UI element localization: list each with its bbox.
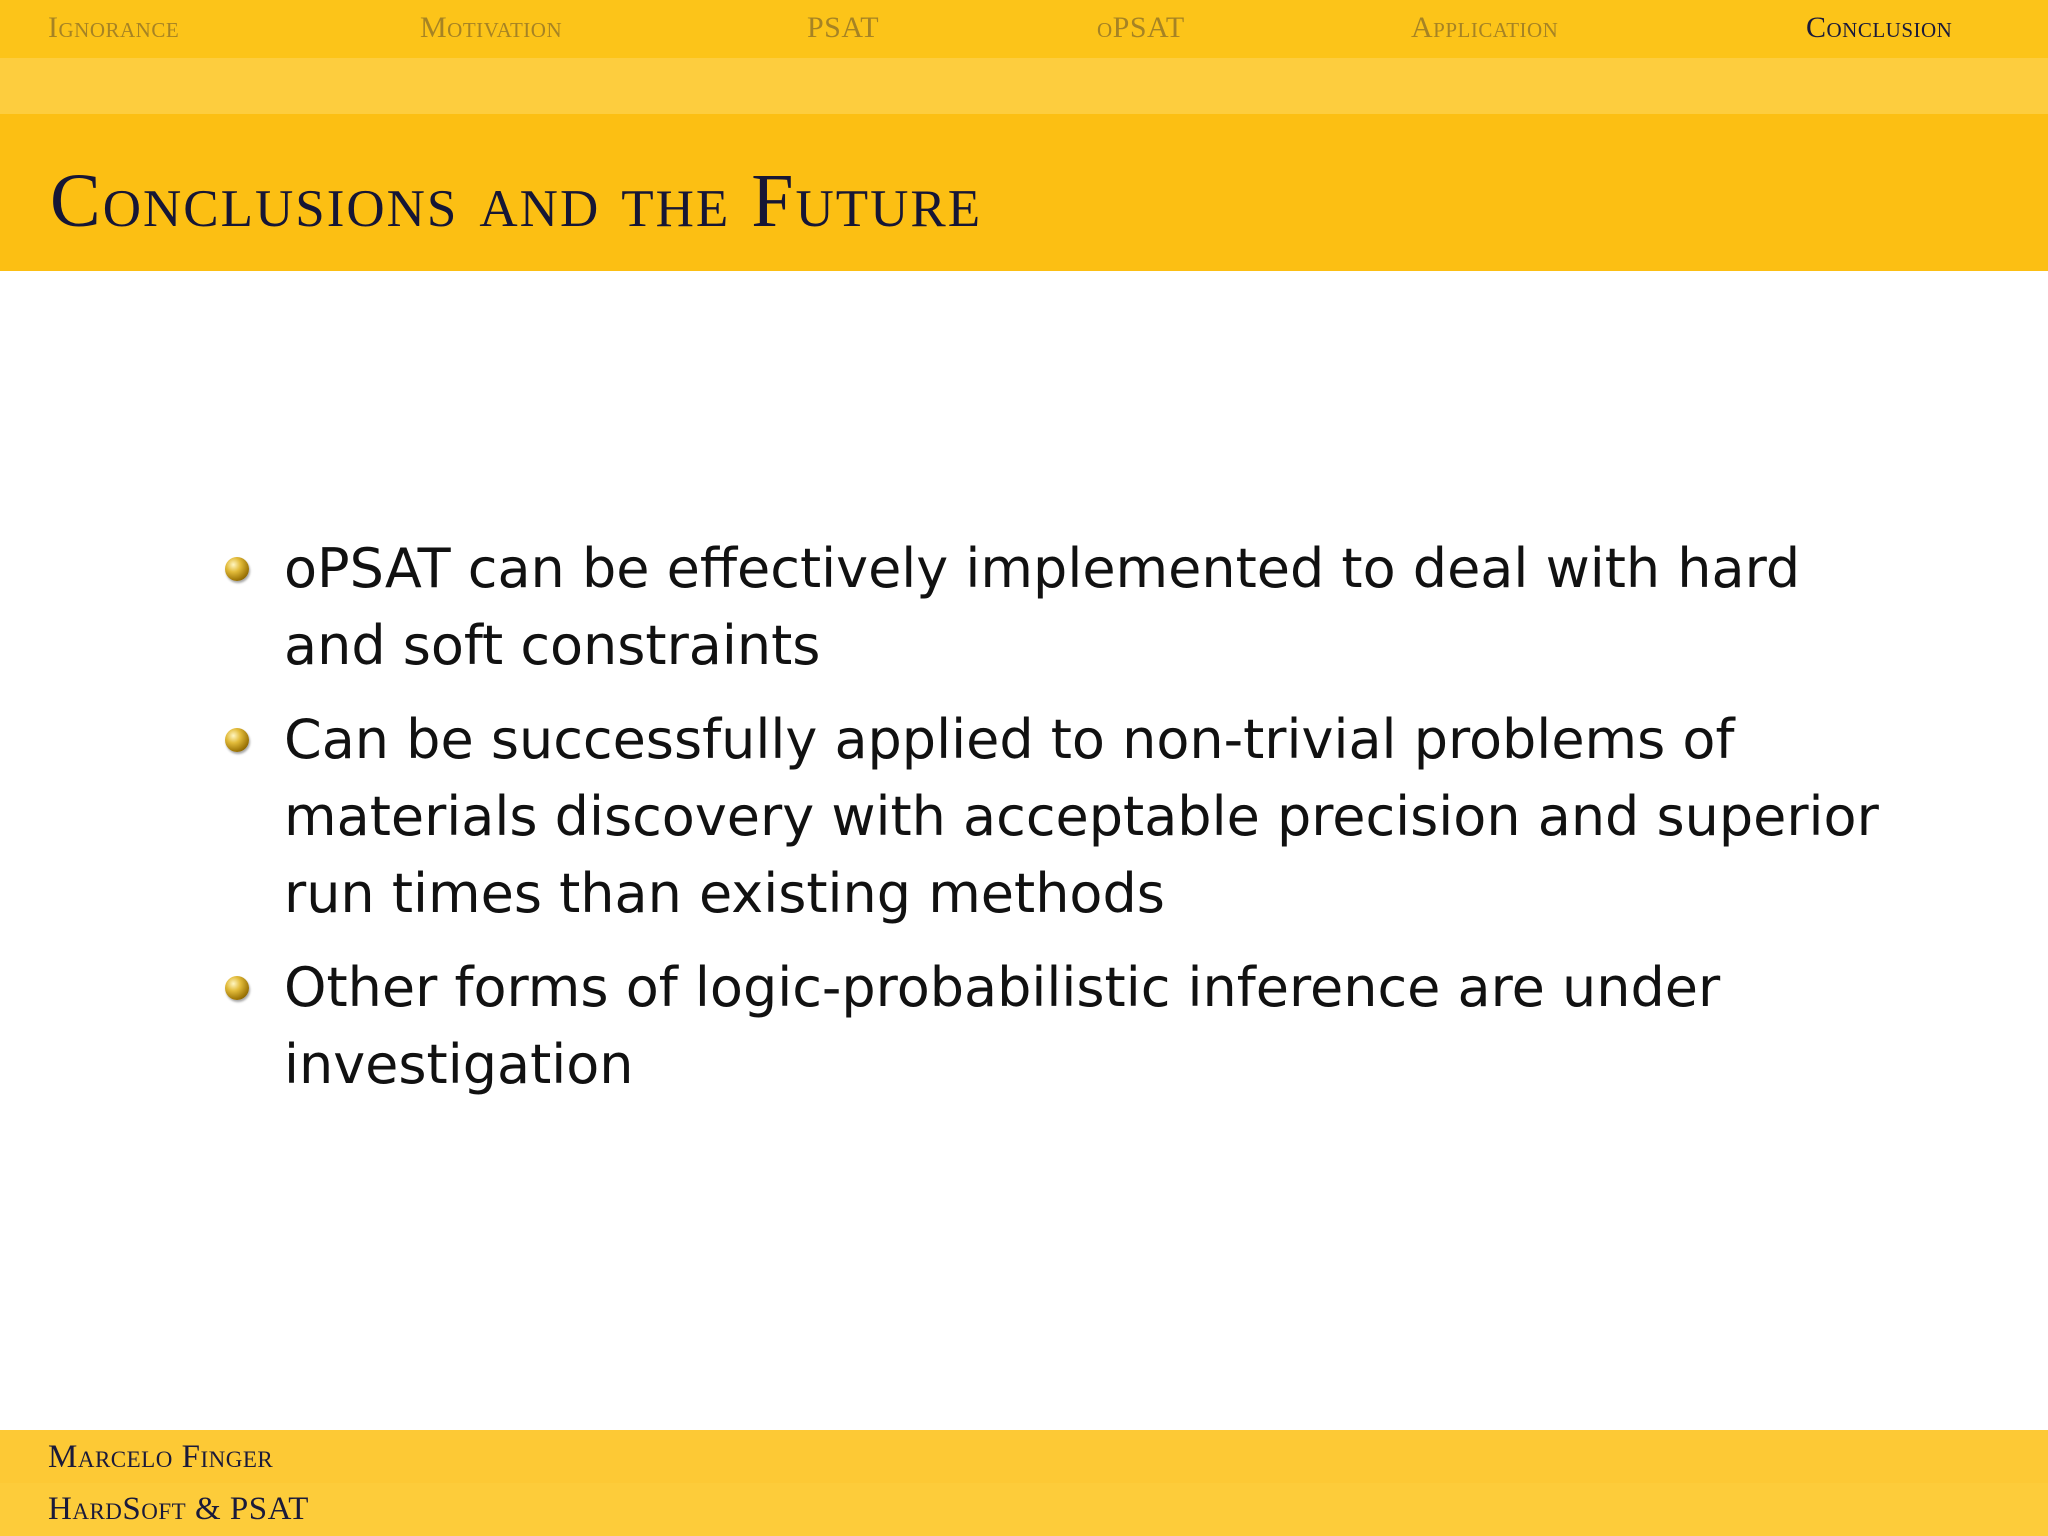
list-item: [220, 701, 1900, 932]
nav-item-psat[interactable]: PSAT: [807, 11, 880, 44]
footer-author: Marcelo Finger: [48, 1439, 274, 1475]
bullet-text: Can be successfully applied to non-trivial problems of materials discovery with acceptable precision and superior run times than existing methods: [284, 708, 1879, 925]
nav-item-application[interactable]: Application: [1411, 11, 1559, 44]
subsection-strip: [0, 58, 2048, 114]
bullet-text: oPSAT can be effectively implemented to deal with hard and soft constraints: [284, 537, 1801, 677]
footer-title-bar: [0, 1483, 2048, 1536]
footer-talk-title: HardSoft & PSAT: [48, 1491, 309, 1527]
bullet-ball-icon: [225, 976, 249, 1000]
section-navigation-bar: [0, 0, 2048, 58]
bullet-ball-icon: [225, 557, 249, 581]
bullet-text: Other forms of logic-probabilistic inference are under investigation: [284, 956, 1721, 1096]
nav-item-motivation[interactable]: Motivation: [420, 11, 563, 44]
list-item: [220, 530, 1900, 684]
slide-title: Conclusions and the Future: [50, 159, 983, 243]
bullet-ball-icon: [225, 728, 249, 752]
nav-item-ignorance[interactable]: Ignorance: [48, 11, 180, 44]
footer-author-bar: [0, 1430, 2048, 1483]
list-item: [220, 949, 1900, 1103]
nav-item-conclusion[interactable]: Conclusion: [1806, 11, 1953, 44]
nav-item-opsat[interactable]: oPSAT: [1097, 11, 1185, 44]
bullet-list: [220, 530, 1900, 1120]
